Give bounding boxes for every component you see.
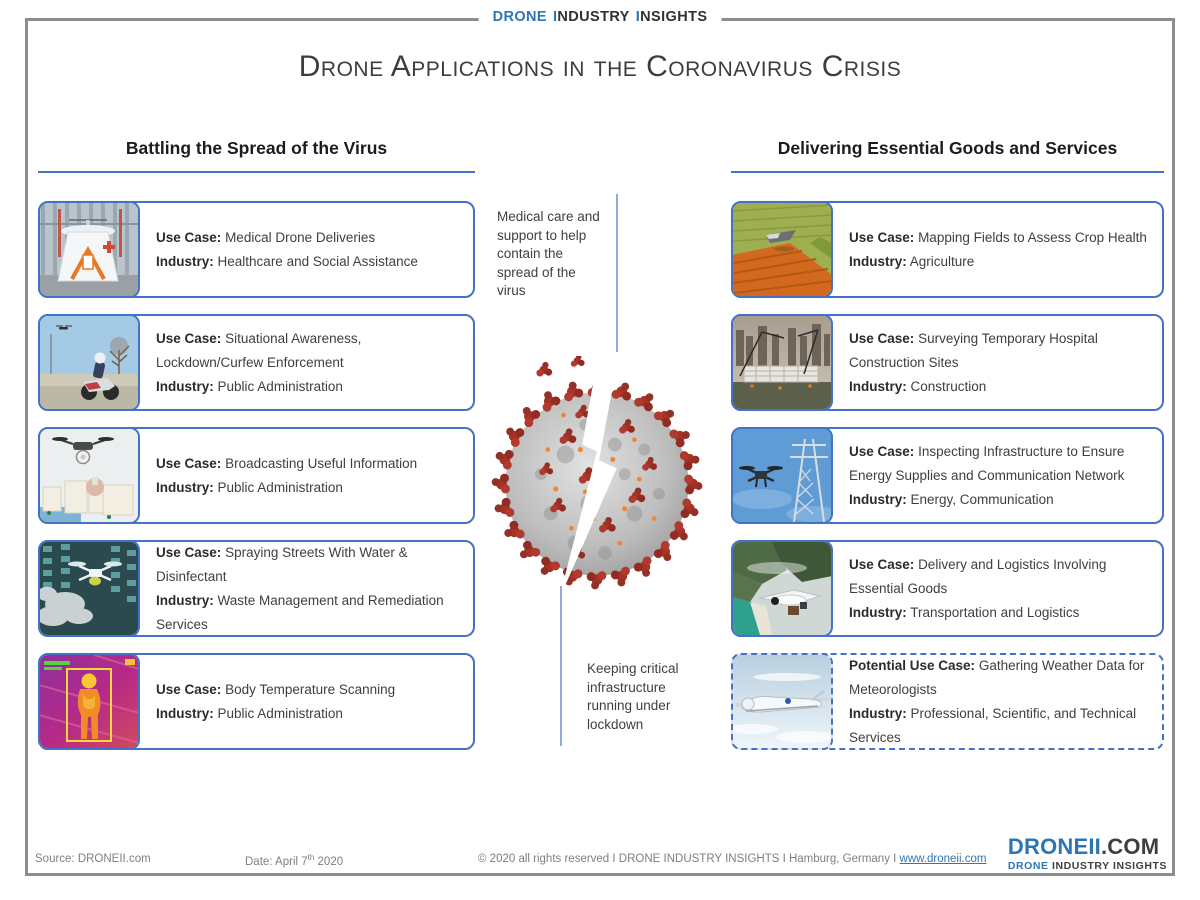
center-note-bottom: Keeping critical infrastructure running under lockdown (587, 661, 679, 732)
use-case-label: Use Case: (156, 681, 222, 697)
use-case-label: Use Case: (849, 330, 915, 346)
crop-mapping-drone-photo (731, 201, 833, 298)
connector-line-top (616, 194, 618, 352)
medical-delivery-drone-photo (38, 201, 140, 298)
card-infrastructure-inspection (731, 427, 1164, 524)
card-text (138, 542, 473, 635)
brand-word-drone: DRONE (492, 9, 547, 25)
industry-value: Energy, Communication (910, 491, 1054, 507)
date-text: Date: April 7th 2020 (245, 853, 344, 868)
use-case-value: Delivery and Logistics Involving Essential Goods (849, 556, 1107, 596)
droneii-link[interactable]: www.droneii.com (899, 853, 987, 865)
industry-value: Construction (910, 378, 987, 394)
industry-value: Public Administration (217, 705, 343, 721)
spraying-drone-photo (38, 540, 140, 637)
industry-value: Waste Management and Remediation Services (156, 592, 444, 632)
use-case-value: Broadcasting Useful Information (225, 455, 418, 471)
weather-uav-photo (731, 653, 833, 750)
right-column (731, 138, 1164, 766)
card-temperature-scanning (38, 653, 475, 750)
use-case-value: Body Temperature Scanning (225, 681, 396, 697)
industry-label: Industry: (156, 479, 214, 495)
card-text (138, 203, 473, 296)
industry-label: Industry: (156, 253, 214, 269)
card-text (138, 655, 473, 748)
industry-value: Professional, Scientific, and Technical Services (849, 705, 1137, 745)
left-section-heading: Battling the Spread of the Virus (38, 138, 475, 173)
card-medical-deliveries (38, 201, 475, 298)
logo-main-text: DRONEII.COM (1007, 834, 1160, 859)
card-essential-delivery (731, 540, 1164, 637)
use-case-value: Spraying Streets With Water & Disinfectant (156, 544, 408, 584)
logo-sub-text: DRONE INDUSTRY INSIGHTS (1007, 860, 1167, 872)
potential-use-case-label: Potential Use Case: (849, 657, 976, 673)
industry-label: Industry: (156, 705, 214, 721)
industry-value: Transportation and Logistics (910, 604, 1080, 620)
card-text (138, 316, 473, 409)
use-case-value: Inspecting Infrastructure to Ensure Energy Supplies and Communication Network (849, 443, 1125, 483)
use-case-label: Use Case: (849, 229, 915, 245)
industry-label: Industry: (849, 705, 907, 721)
connector-line-bottom (560, 586, 562, 746)
use-case-value: Gathering Weather Data for Meteorologists (849, 657, 1145, 697)
use-case-label: Use Case: (849, 443, 915, 459)
industry-label: Industry: (156, 592, 214, 608)
card-spraying (38, 540, 475, 637)
card-text (831, 316, 1162, 409)
card-text (831, 429, 1162, 522)
card-situational-awareness (38, 314, 475, 411)
card-text (138, 429, 473, 522)
industry-value: Healthcare and Social Assistance (217, 253, 418, 269)
use-case-value: Medical Drone Deliveries (225, 229, 376, 245)
thermal-scan-photo (38, 653, 140, 750)
industry-label: Industry: (849, 491, 907, 507)
industry-label: Industry: (849, 604, 907, 620)
card-weather-data (731, 653, 1164, 750)
industry-label: Industry: (849, 253, 907, 269)
source-text: Source: DRONEII.com (35, 853, 151, 865)
use-case-value: Situational Awareness, Lockdown/Curfew Enforcement (156, 330, 362, 370)
card-hospital-construction (731, 314, 1164, 411)
card-text (831, 542, 1162, 635)
industry-value: Public Administration (217, 378, 343, 394)
use-case-value: Mapping Fields to Assess Crop Health (918, 229, 1147, 245)
powerline-inspection-drone-photo (731, 427, 833, 524)
card-crop-mapping (731, 201, 1164, 298)
use-case-label: Use Case: (156, 544, 222, 560)
broken-coronavirus-illustration (486, 356, 714, 614)
center-note-top: Medical care and support to help contain the spread of the virus (497, 209, 600, 298)
left-column (38, 138, 475, 766)
industry-value: Agriculture (909, 253, 975, 269)
card-text (831, 203, 1162, 296)
card-text (831, 655, 1162, 748)
industry-label: Industry: (156, 378, 214, 394)
droneii-logo (1008, 836, 1167, 872)
right-section-heading: Delivering Essential Goods and Services (731, 138, 1164, 173)
use-case-label: Use Case: (156, 229, 222, 245)
page-title: Drone Applications in the Coronavirus Crisis (298, 50, 902, 83)
use-case-value: Surveying Temporary Hospital Construction Sites (849, 330, 1098, 370)
use-case-label: Use Case: (156, 455, 222, 471)
use-case-label: Use Case: (849, 556, 915, 572)
coastal-delivery-drone-photo (731, 540, 833, 637)
hospital-construction-photo (731, 314, 833, 411)
police-patrol-drone-photo (38, 314, 140, 411)
industry-label: Industry: (849, 378, 907, 394)
use-case-label: Use Case: (156, 330, 222, 346)
copyright-text: © 2020 all rights reserved I DRONE INDUSTRY INSIGHTS I Hamburg, Germany I www.droneii.com (478, 853, 987, 865)
industry-value: Public Administration (217, 479, 343, 495)
card-broadcasting (38, 427, 475, 524)
brand-header: DRONE INDUSTRY INSIGHTS (479, 4, 722, 30)
loudspeaker-drone-photo (38, 427, 140, 524)
